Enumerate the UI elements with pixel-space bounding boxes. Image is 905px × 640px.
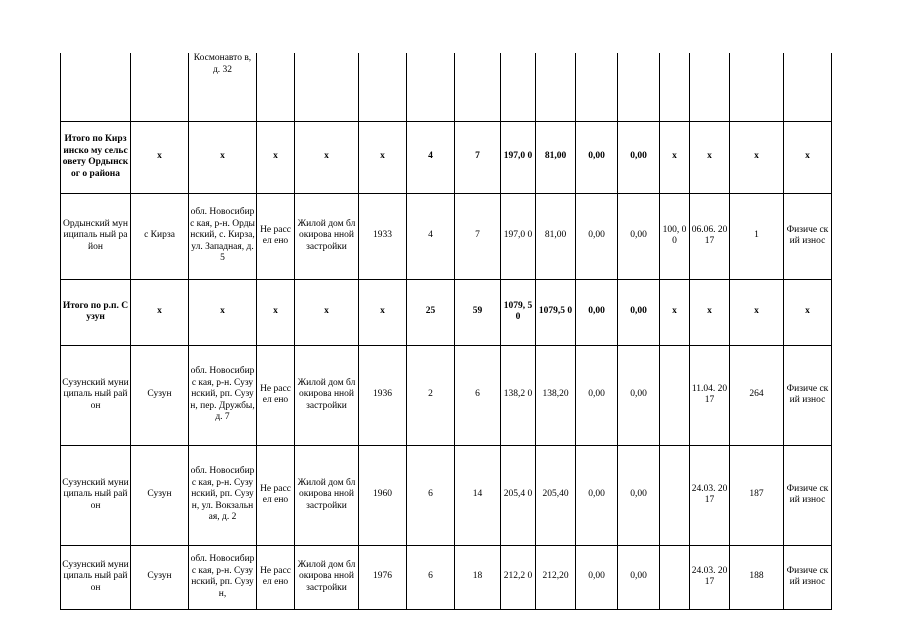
cell-area-total: 197,0 0 <box>501 121 536 193</box>
cell-date: x <box>690 121 730 193</box>
cell-municipality: Итого по р.п. Сузун <box>61 279 131 345</box>
cell-area-a: 0,00 <box>576 345 618 445</box>
cell-col-6: 4 <box>407 193 455 279</box>
cell-area-b: 0,00 <box>618 545 660 609</box>
cell-number <box>730 53 784 121</box>
cell-area-living: 81,00 <box>536 121 576 193</box>
cell-building-type: Жилой дом блокирова нной застройки <box>295 545 359 609</box>
cell-number: 264 <box>730 345 784 445</box>
cell-status: Не рассел ено <box>257 345 295 445</box>
cell-municipality: Ордынский муниципаль ный район <box>61 193 131 279</box>
cell-area-living: 81,00 <box>536 193 576 279</box>
cell-area-living: 1079,5 0 <box>536 279 576 345</box>
cell-area-total: 1079, 50 <box>501 279 536 345</box>
cell-number: 188 <box>730 545 784 609</box>
cell-status: x <box>257 121 295 193</box>
cell-reason: x <box>784 121 832 193</box>
cell-col-6: 6 <box>407 545 455 609</box>
cell-area-total <box>501 53 536 121</box>
cell-percent <box>660 53 690 121</box>
cell-reason <box>784 53 832 121</box>
cell-locality: с Кирза <box>131 193 189 279</box>
cell-area-total: 138,2 0 <box>501 345 536 445</box>
cell-area-total: 197,0 0 <box>501 193 536 279</box>
cell-reason: Физиче ский износ <box>784 545 832 609</box>
cell-area-a: 0,00 <box>576 193 618 279</box>
cell-municipality: Сузунский муниципаль ный район <box>61 445 131 545</box>
cell-reason: Физиче ский износ <box>784 193 832 279</box>
cell-year: 1960 <box>359 445 407 545</box>
cell-building-type: Жилой дом блокирова нной застройки <box>295 345 359 445</box>
cell-col-6: 6 <box>407 445 455 545</box>
cell-reason: Физиче ский износ <box>784 345 832 445</box>
cell-col-7: 14 <box>455 445 501 545</box>
cell-area-a: 0,00 <box>576 121 618 193</box>
cell-area-a <box>576 53 618 121</box>
cell-municipality: Сузунский муниципаль ный район <box>61 345 131 445</box>
cell-status: x <box>257 279 295 345</box>
cell-locality: Сузун <box>131 445 189 545</box>
cell-locality <box>131 53 189 121</box>
cell-col-7: 7 <box>455 121 501 193</box>
cell-status: Не рассел ено <box>257 193 295 279</box>
cell-area-living: 212,20 <box>536 545 576 609</box>
cell-locality: Сузун <box>131 345 189 445</box>
housing-table <box>60 53 832 610</box>
cell-reason: Физиче ский износ <box>784 445 832 545</box>
cell-area-a: 0,00 <box>576 279 618 345</box>
cell-percent: 100, 00 <box>660 193 690 279</box>
table-row <box>61 193 832 279</box>
cell-year: x <box>359 121 407 193</box>
cell-col-7: 59 <box>455 279 501 345</box>
cell-address: обл. Новосибирс кая, р-н. Ордынский, с. Кирза, ул. Западная, д. 5 <box>189 193 257 279</box>
cell-address: Космонавто в, д. 32 <box>189 53 257 121</box>
cell-area-b: 0,00 <box>618 445 660 545</box>
cell-year: 1976 <box>359 545 407 609</box>
cell-year: 1933 <box>359 193 407 279</box>
cell-percent <box>660 445 690 545</box>
cell-building-type: x <box>295 121 359 193</box>
cell-locality: Сузун <box>131 545 189 609</box>
table-row <box>61 545 832 609</box>
cell-area-total: 212,2 0 <box>501 545 536 609</box>
continuation-row <box>61 53 832 121</box>
cell-address: обл. Новосибирс кая, р-н. Сузунский, рп. Сузун, пер. Дружбы, д. 7 <box>189 345 257 445</box>
table-row <box>61 445 832 545</box>
table-row <box>61 345 832 445</box>
total-row <box>61 121 832 193</box>
cell-col-6: 25 <box>407 279 455 345</box>
cell-percent <box>660 345 690 445</box>
cell-area-b: 0,00 <box>618 121 660 193</box>
cell-building-type: Жилой дом блокирова нной застройки <box>295 445 359 545</box>
cell-percent <box>660 545 690 609</box>
cell-date: 24.03. 2017 <box>690 445 730 545</box>
cell-year: 1936 <box>359 345 407 445</box>
cell-municipality <box>61 53 131 121</box>
cell-municipality: Итого по Кирзинско му сельсовету Ордынског о района <box>61 121 131 193</box>
cell-percent: x <box>660 121 690 193</box>
cell-area-b: 0,00 <box>618 345 660 445</box>
cell-col-7: 6 <box>455 345 501 445</box>
cell-date: x <box>690 279 730 345</box>
cell-area-a: 0,00 <box>576 545 618 609</box>
cell-col-7 <box>455 53 501 121</box>
cell-status <box>257 53 295 121</box>
cell-building-type <box>295 53 359 121</box>
cell-building-type: x <box>295 279 359 345</box>
cell-col-6: 2 <box>407 345 455 445</box>
cell-date: 06.06. 2017 <box>690 193 730 279</box>
cell-date: 11.04. 2017 <box>690 345 730 445</box>
cell-status: Не рассел ено <box>257 545 295 609</box>
cell-reason: x <box>784 279 832 345</box>
cell-address: x <box>189 279 257 345</box>
cell-percent: x <box>660 279 690 345</box>
cell-year: x <box>359 279 407 345</box>
cell-col-7: 18 <box>455 545 501 609</box>
cell-number: x <box>730 279 784 345</box>
total-row <box>61 279 832 345</box>
cell-area-b <box>618 53 660 121</box>
cell-area-living: 138,20 <box>536 345 576 445</box>
cell-area-living <box>536 53 576 121</box>
cell-col-7: 7 <box>455 193 501 279</box>
cell-area-living: 205,40 <box>536 445 576 545</box>
cell-address: обл. Новосибирс кая, р-н. Сузунский, рп. Сузун, <box>189 545 257 609</box>
cell-locality: x <box>131 279 189 345</box>
cell-locality: x <box>131 121 189 193</box>
cell-address: обл. Новосибирс кая, р-н. Сузунский, рп. Сузун, ул. Вокзальная, д. 2 <box>189 445 257 545</box>
cell-date: 24.03. 2017 <box>690 545 730 609</box>
cell-number: 187 <box>730 445 784 545</box>
cell-area-a: 0,00 <box>576 445 618 545</box>
cell-number: 1 <box>730 193 784 279</box>
cell-building-type: Жилой дом блокирова нной застройки <box>295 193 359 279</box>
cell-col-6: 4 <box>407 121 455 193</box>
cell-municipality: Сузунский муниципаль ный район <box>61 545 131 609</box>
cell-address: x <box>189 121 257 193</box>
cell-col-6 <box>407 53 455 121</box>
cell-status: Не рассел ено <box>257 445 295 545</box>
cell-year <box>359 53 407 121</box>
cell-date <box>690 53 730 121</box>
cell-number: x <box>730 121 784 193</box>
cell-area-b: 0,00 <box>618 279 660 345</box>
cell-area-b: 0,00 <box>618 193 660 279</box>
cell-area-total: 205,4 0 <box>501 445 536 545</box>
